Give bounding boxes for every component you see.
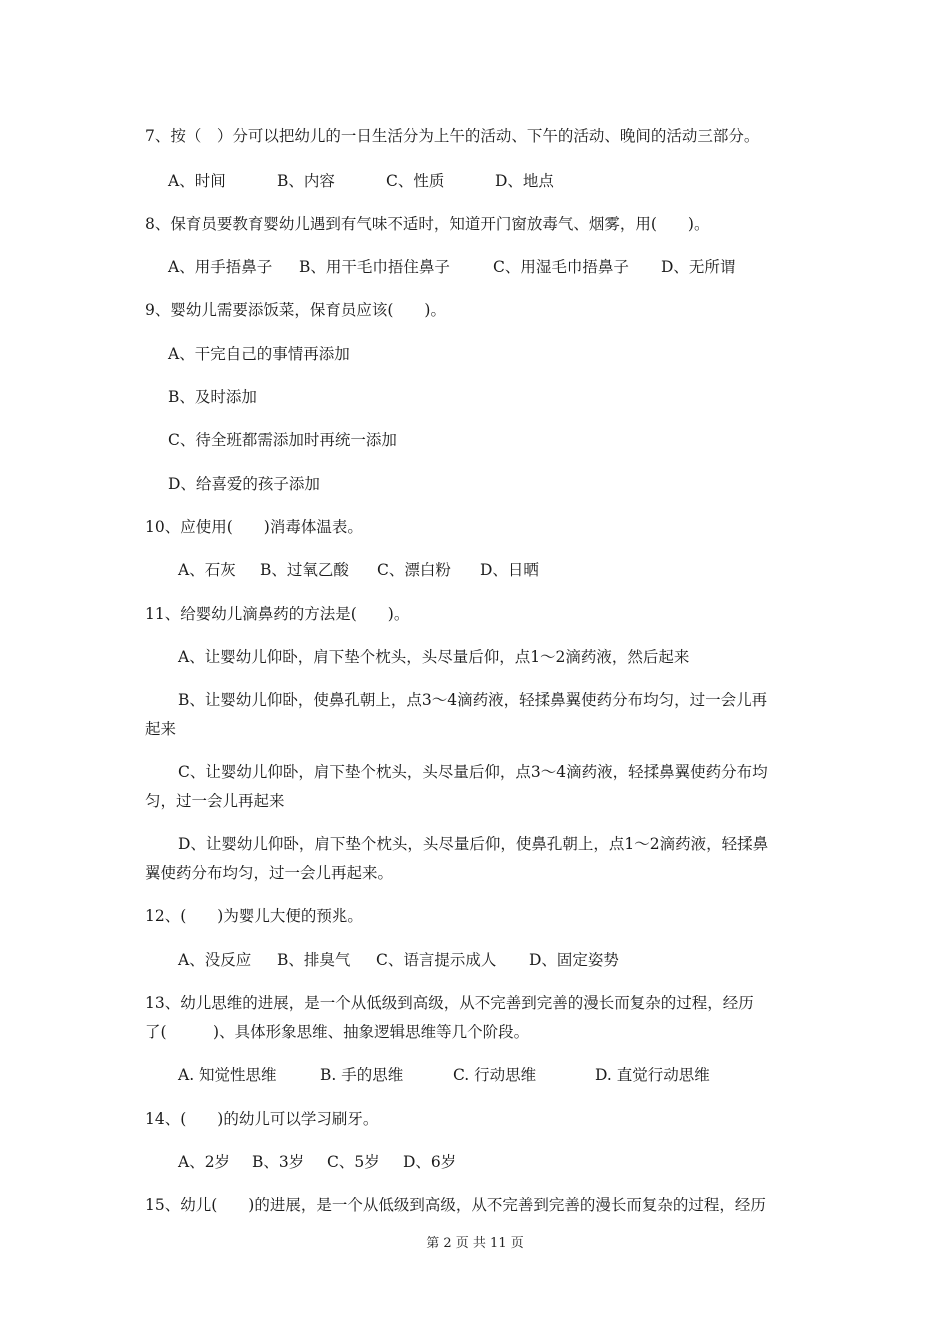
option-a: A、2岁: [178, 1153, 231, 1171]
question-11-option-a: A、让婴幼儿仰卧，肩下垫个枕头，头尽量后仰，点1～2滴药液，然后起来: [178, 648, 690, 666]
question-9-option-b: B、及时添加: [168, 388, 257, 406]
question-11-option-c-line1: C、让婴幼儿仰卧，肩下垫个枕头，头尽量后仰，点3～4滴药液，轻揉鼻翼使药分布均: [178, 763, 768, 781]
question-12-options: [178, 950, 619, 970]
option-b: B. 手的思维: [320, 1066, 404, 1084]
option-c: C、5岁: [327, 1153, 380, 1171]
option-b: B、内容: [277, 172, 335, 190]
option-d: D、地点: [495, 172, 554, 190]
question-9-stem: 9、婴幼儿需要添饭菜，保育员应该( )。: [145, 301, 446, 319]
question-8-stem: 8、保育员要教育婴幼儿遇到有气味不适时，知道开门窗放毒气、烟雾，用( )。: [145, 215, 710, 233]
option-c: C、性质: [386, 172, 445, 190]
question-14-options: [178, 1152, 456, 1172]
option-d: D、6岁: [403, 1153, 457, 1171]
question-7-options: [168, 171, 554, 191]
option-b: B、排臭气: [277, 951, 351, 969]
option-a: A、没反应: [178, 951, 252, 969]
question-11-option-c-line2: 匀，过一会儿再起来: [145, 792, 285, 810]
question-9-option-c: C、待全班都需添加时再统一添加: [168, 431, 397, 449]
option-d: D、日晒: [480, 561, 539, 579]
question-11-option-d-line1: D、让婴幼儿仰卧，肩下垫个枕头，头尽量后仰，使鼻孔朝上，点1～2滴药液，轻揉鼻: [178, 835, 769, 853]
question-11-option-d-line2: 翼使药分布均匀，过一会儿再起来。: [145, 864, 394, 882]
option-b: B、过氧乙酸: [260, 561, 349, 579]
option-d: D. 直觉行动思维: [595, 1066, 710, 1084]
question-10-options: [178, 560, 539, 580]
question-7-stem: 7、按（ ）分可以把幼儿的一日生活分为上午的活动、下午的活动、晚间的活动三部分。: [145, 127, 760, 145]
option-c: C. 行动思维: [453, 1066, 537, 1084]
option-d: D、无所谓: [661, 258, 736, 276]
question-13-stem-line2: 了( )、具体形象思维、抽象逻辑思维等几个阶段。: [145, 1023, 530, 1041]
page-footer: 第 2 页 共 11 页: [426, 1236, 524, 1251]
question-9-option-d: D、给喜爱的孩子添加: [168, 475, 320, 493]
option-c: C、用湿毛巾捂鼻子: [493, 258, 629, 276]
question-11-option-b-line1: B、让婴幼儿仰卧，使鼻孔朝上，点3～4滴药液，轻揉鼻翼使药分布均匀，过一会儿再: [178, 691, 768, 709]
question-13-stem-line1: 13、幼儿思维的进展，是一个从低级到高级，从不完善到完善的漫长而复杂的过程，经历: [145, 994, 754, 1012]
question-9-option-a: A、干完自己的事情再添加: [168, 345, 350, 363]
option-a: A、时间: [168, 172, 226, 190]
option-d: D、固定姿势: [529, 951, 619, 969]
question-14-stem: 14、( )的幼儿可以学习刷牙。: [145, 1110, 379, 1128]
question-11-stem: 11、给婴幼儿滴鼻药的方法是( )。: [145, 605, 410, 623]
question-13-options: [178, 1065, 710, 1085]
question-15-stem: 15、幼儿( )的进展，是一个从低级到高级，从不完善到完善的漫长而复杂的过程，经历: [145, 1196, 766, 1214]
option-b: B、用干毛巾捂住鼻子: [299, 258, 450, 276]
option-a: A、用手捂鼻子: [168, 258, 273, 276]
question-10-stem: 10、应使用( )消毒体温表。: [145, 518, 363, 536]
question-12-stem: 12、( )为婴儿大便的预兆。: [145, 907, 363, 925]
option-a: A、石灰: [178, 561, 236, 579]
option-a: A. 知觉性思维: [178, 1066, 277, 1084]
option-c: C、漂白粉: [377, 561, 451, 579]
question-8-options: [168, 257, 735, 277]
question-11-option-b-line2: 起来: [145, 720, 177, 738]
option-c: C、语言提示成人: [376, 951, 497, 969]
option-b: B、3岁: [252, 1153, 305, 1171]
